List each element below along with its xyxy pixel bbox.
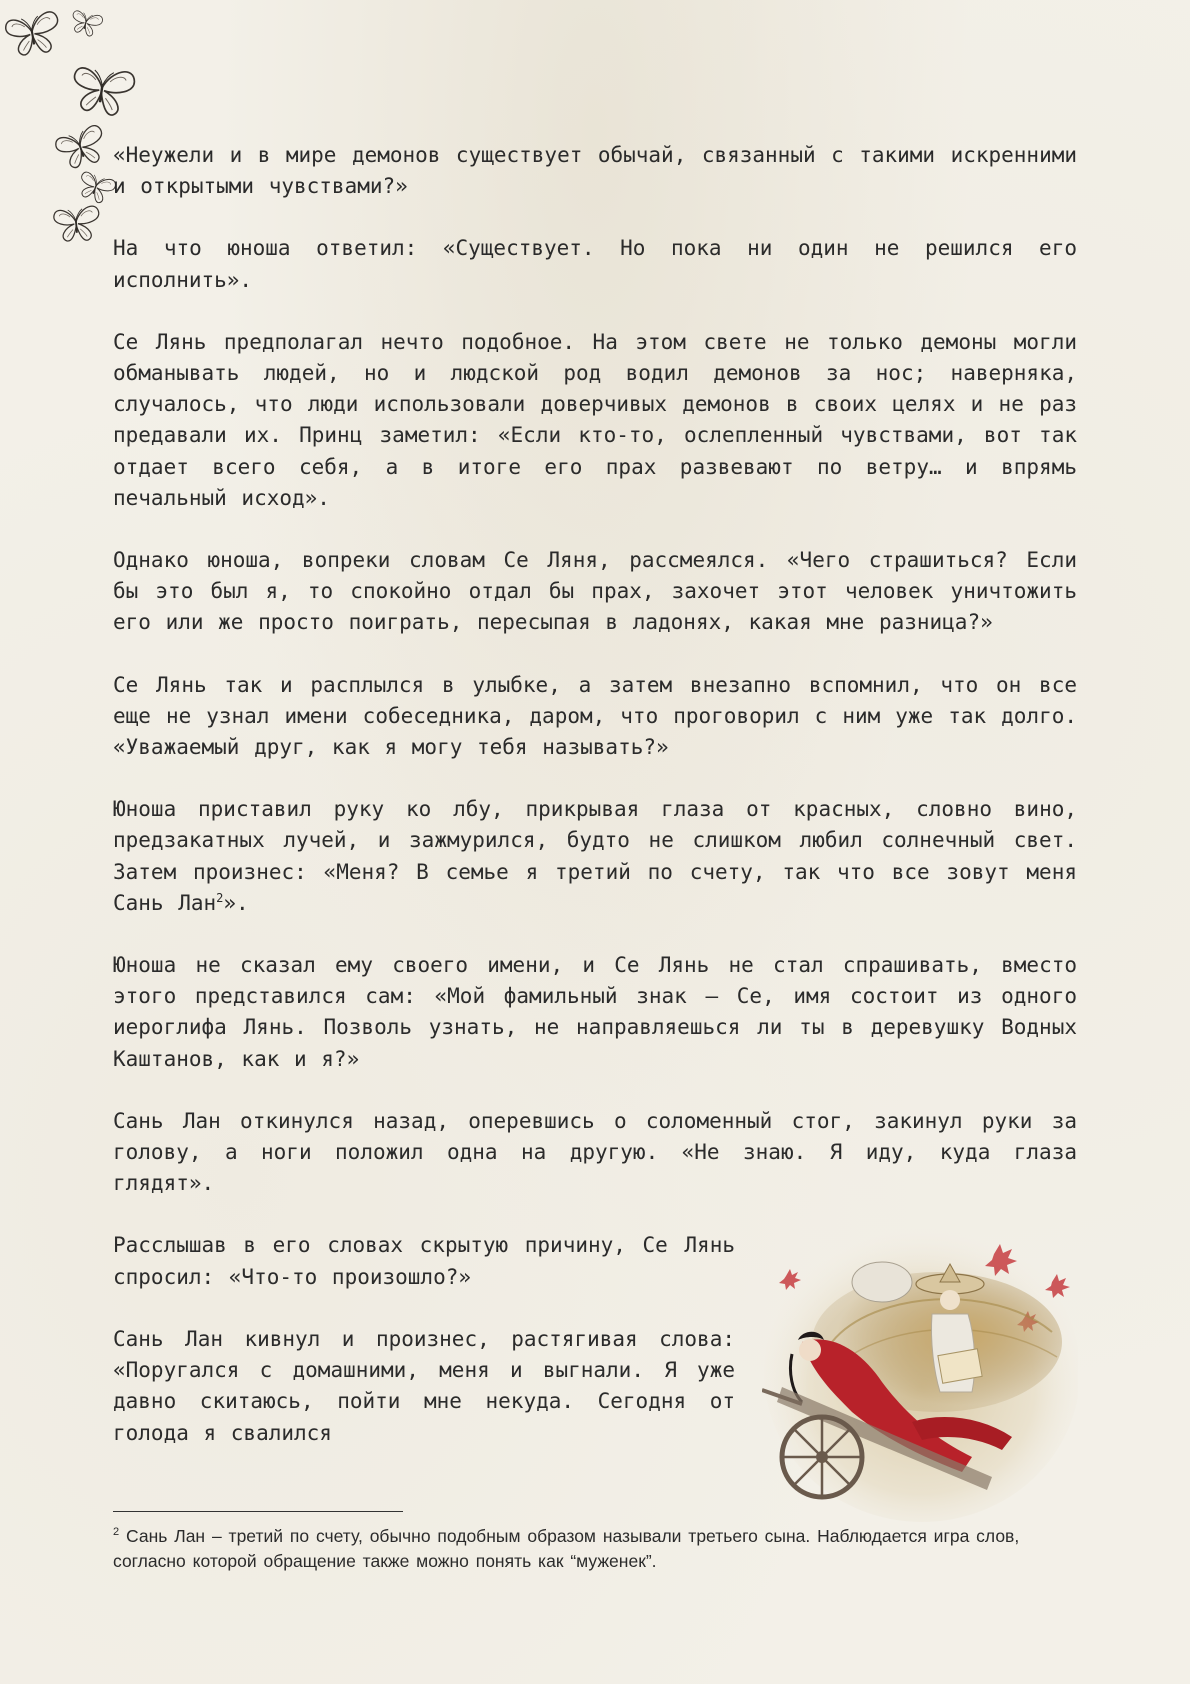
footnote-number: 2 bbox=[113, 1526, 120, 1539]
butterfly-icon bbox=[70, 65, 136, 118]
paragraph-text: Юноша приставил руку ко лбу, прикрывая глаза от красных, словно вино, предзакатных лучей, и зажмурился, будто не слишком любил солнечный свет. Затем произнес: «Меня? В семье я третий по счету, так что все зовут меня Сань Лан bbox=[113, 797, 1077, 915]
footnote-divider bbox=[113, 1511, 403, 1512]
butterfly-icon bbox=[75, 170, 117, 207]
paragraph: Юноша не сказал ему своего имени, и Се Лянь не стал спрашивать, вместо этого представился сам: «Мой фамильный знак — Се, имя состоит из одного иероглифа Лянь. Позволь узнать, не направляешься ли ты в деревушку Водных Каштанов, как и я?» bbox=[113, 953, 1077, 1071]
paragraph: «Неужели и в мире демонов существует обычай, связанный с такими искренними и открытыми чувствами?» bbox=[113, 143, 1077, 199]
paragraph: Расслышав в его словах скрытую причину, Се Лянь спросил: «Что-то произошло?» bbox=[113, 1233, 735, 1289]
paragraph: Однако юноша, вопреки словам Се Ляня, рассмеялся. «Чего страшиться? Если бы это был я, то спокойно отдал бы прах, захочет этот человек уничтожить его или же просто поиграть, пересыпая в ладонях, какая мне разница?» bbox=[113, 548, 1077, 635]
illustration bbox=[762, 1222, 1078, 1522]
footnote-ref[interactable]: 2 bbox=[216, 890, 224, 905]
paragraph: Сань Лан кивнул и произнес, растягивая слова: «Поругался с домашними, меня и выгнали. Я уже давно скитаюсь, пойти мне некуда. Сегодня от голода я свалился bbox=[113, 1326, 735, 1445]
butterfly-icon bbox=[54, 124, 110, 172]
paragraph: Сань Лан откинулся назад, оперевшись о соломенный стог, закинул руки за голову, а ноги положил одна на другую. «Не знаю. Я иду, куда глаза глядят». bbox=[113, 1108, 1077, 1196]
butterfly-icon bbox=[69, 9, 104, 38]
footnote bbox=[113, 1524, 1077, 1574]
butterfly-icon bbox=[4, 11, 63, 59]
footnote-text: Сань Лан – третий по счету, обычно подобным образом называли третьего сына. Наблюдается игра слов, согласно которой обращение также можно понять как “муженек”. bbox=[113, 1526, 1020, 1571]
paragraph bbox=[113, 794, 1077, 919]
paragraph-text: ». bbox=[223, 890, 249, 915]
paragraph: Се Лянь так и расплылся в улыбке, а затем внезапно вспомнил, что он все еще не узнал имени собеседника, даром, что проговорил с ним уже так долго. «Уважаемый друг, как я могу тебя называть?» bbox=[113, 672, 1077, 760]
butterfly-icon bbox=[53, 206, 101, 243]
paragraph: На что юноша ответил: «Существует. Но пока ни один не решился его исполнить». bbox=[113, 236, 1077, 292]
paragraph: Се Лянь предполагал нечто подобное. На этом свете не только демоны могли обманывать людей, но и людской род водил демонов за нос; наверняка, случалось, что люди использовали доверчивых демонов в своих целях и не раз предавали их. Принц заметил: «Если кто-то, ослепленный чувствами, вот так отдает всего себя, а в итоге его прах развевают по ветру… и впрямь печальный исход». bbox=[113, 329, 1077, 510]
